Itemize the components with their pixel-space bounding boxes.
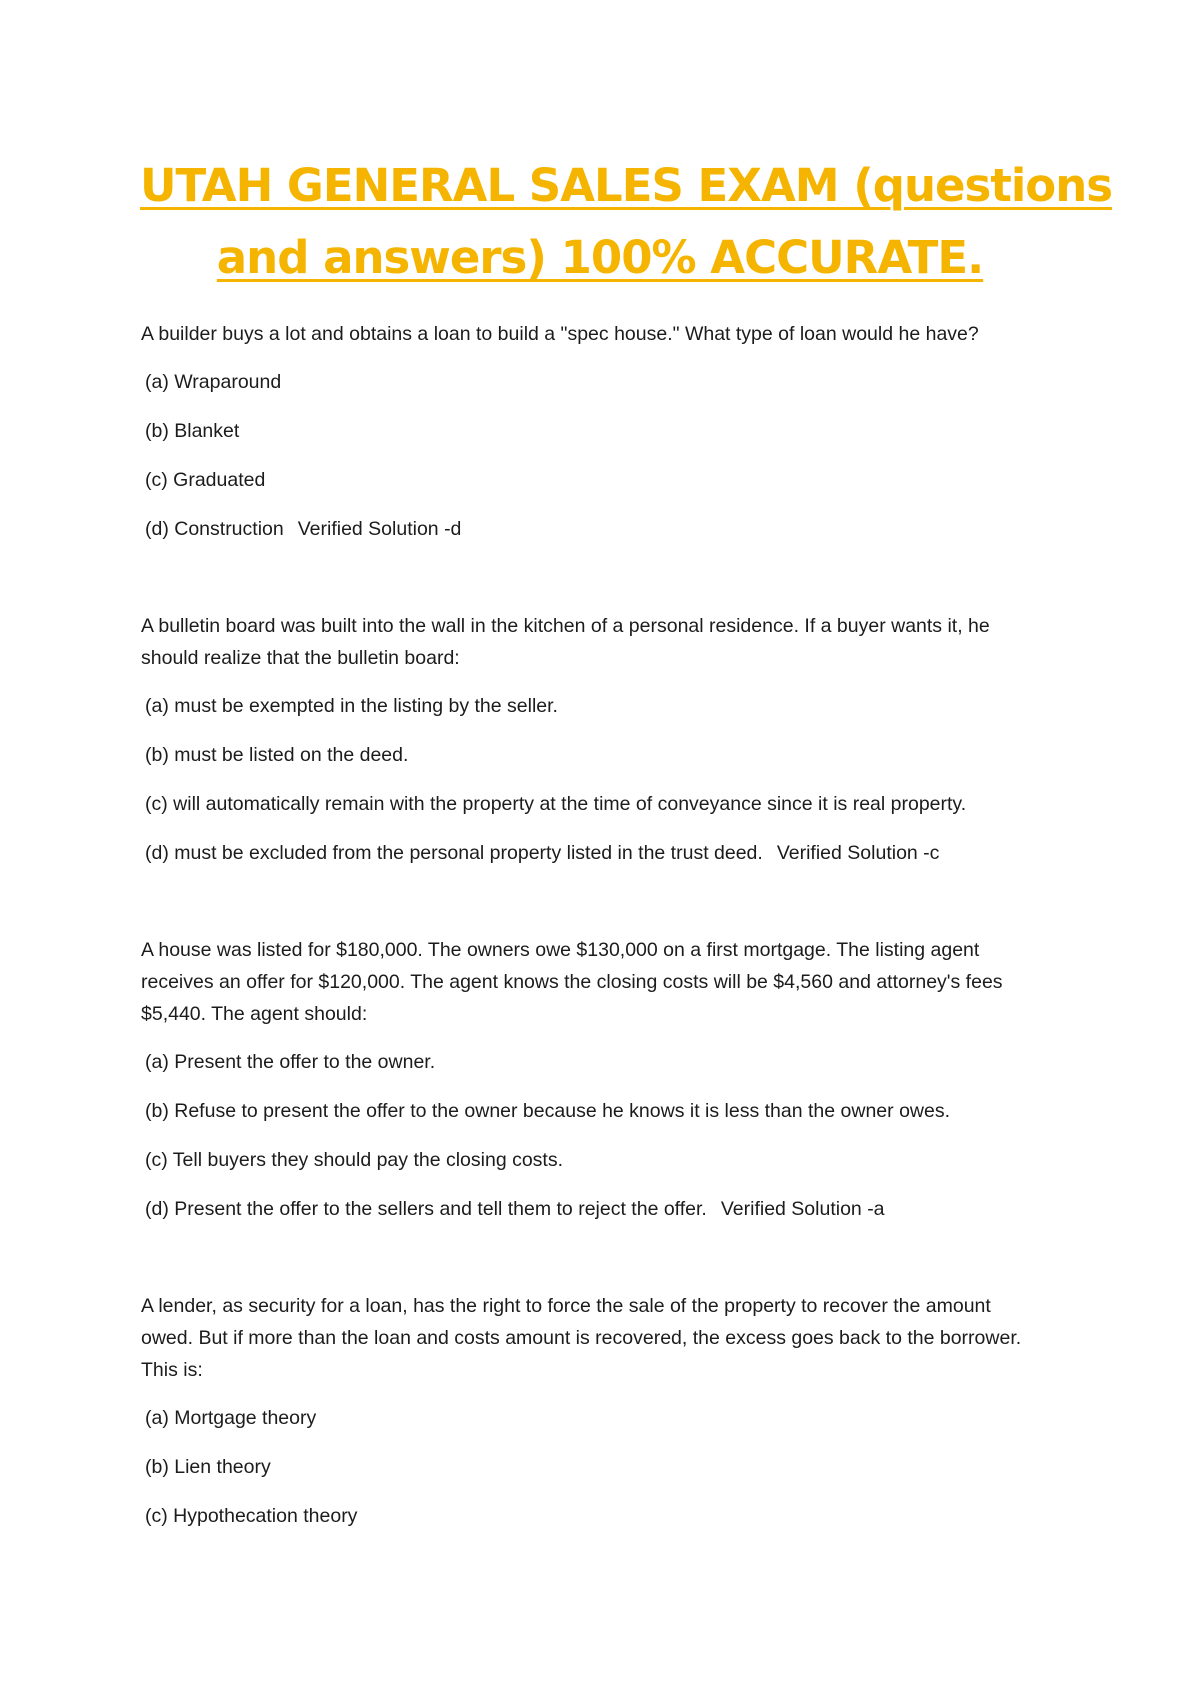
option-d [145,1193,1041,1225]
question-text: A house was listed for $180,000. The owners owe $130,000 on a first mortgage. The listing agent receives an offer for $120,000. The agent knows the closing costs will be $4,560 and attorney's fees $5,440. The agent should: [141,939,1003,1025]
option-d-text: (d) Construction [145,518,284,540]
question-2 [141,610,1041,869]
title-line-2: and answers) 100% ACCURATE. [216,231,984,284]
title-line-1: UTAH GENERAL SALES EXAM (questions [140,159,1113,212]
verified-solution: Verified Solution -a [720,1198,885,1220]
spacer [141,562,1041,610]
question-text: A builder buys a lot and obtains a loan to build a "spec house." What type of loan would he have? [141,323,979,345]
spacer [141,1242,1041,1290]
option-b: (b) must be listed on the deed. [145,744,409,766]
spacer [141,886,1041,934]
option-c: (c) Tell buyers they should pay the closing costs. [145,1149,564,1171]
option-c: (c) Graduated [145,469,266,491]
question-text: A lender, as security for a loan, has the right to force the sale of the property to recover the amount owed. But if more than the loan and costs amount is recovered, the excess goes back to the borrower. This is: [141,1295,1022,1381]
verified-solution: Verified Solution -c [776,842,940,864]
question-3 [141,934,1041,1225]
option-d [145,513,1041,545]
option-b: (b) Lien theory [145,1456,271,1478]
option-c: (c) Hypothecation theory [145,1505,358,1527]
option-d-text: (d) must be excluded from the personal property listed in the trust deed. [145,842,763,864]
option-c: (c) will automatically remain with the property at the time of conveyance since it is real property. [145,793,967,815]
option-d-text: (d) Present the offer to the sellers and tell them to reject the offer. [145,1198,707,1220]
document-title [140,150,1113,294]
option-a: (a) must be exempted in the listing by the seller. [145,695,558,717]
question-list [141,318,1041,1549]
option-a: (a) Mortgage theory [145,1407,317,1429]
option-a: (a) Wraparound [145,371,282,393]
question-4 [141,1290,1041,1532]
question-text: A bulletin board was built into the wall in the kitchen of a personal residence. If a buyer wants it, he should realize that the bulletin board: [141,615,990,669]
verified-solution: Verified Solution -d [297,518,462,540]
option-a: (a) Present the offer to the owner. [145,1051,436,1073]
option-b: (b) Refuse to present the offer to the owner because he knows it is less than the owner owes. [145,1100,951,1122]
question-1 [141,318,1041,545]
option-d [145,837,1041,869]
option-b: (b) Blanket [145,420,240,442]
